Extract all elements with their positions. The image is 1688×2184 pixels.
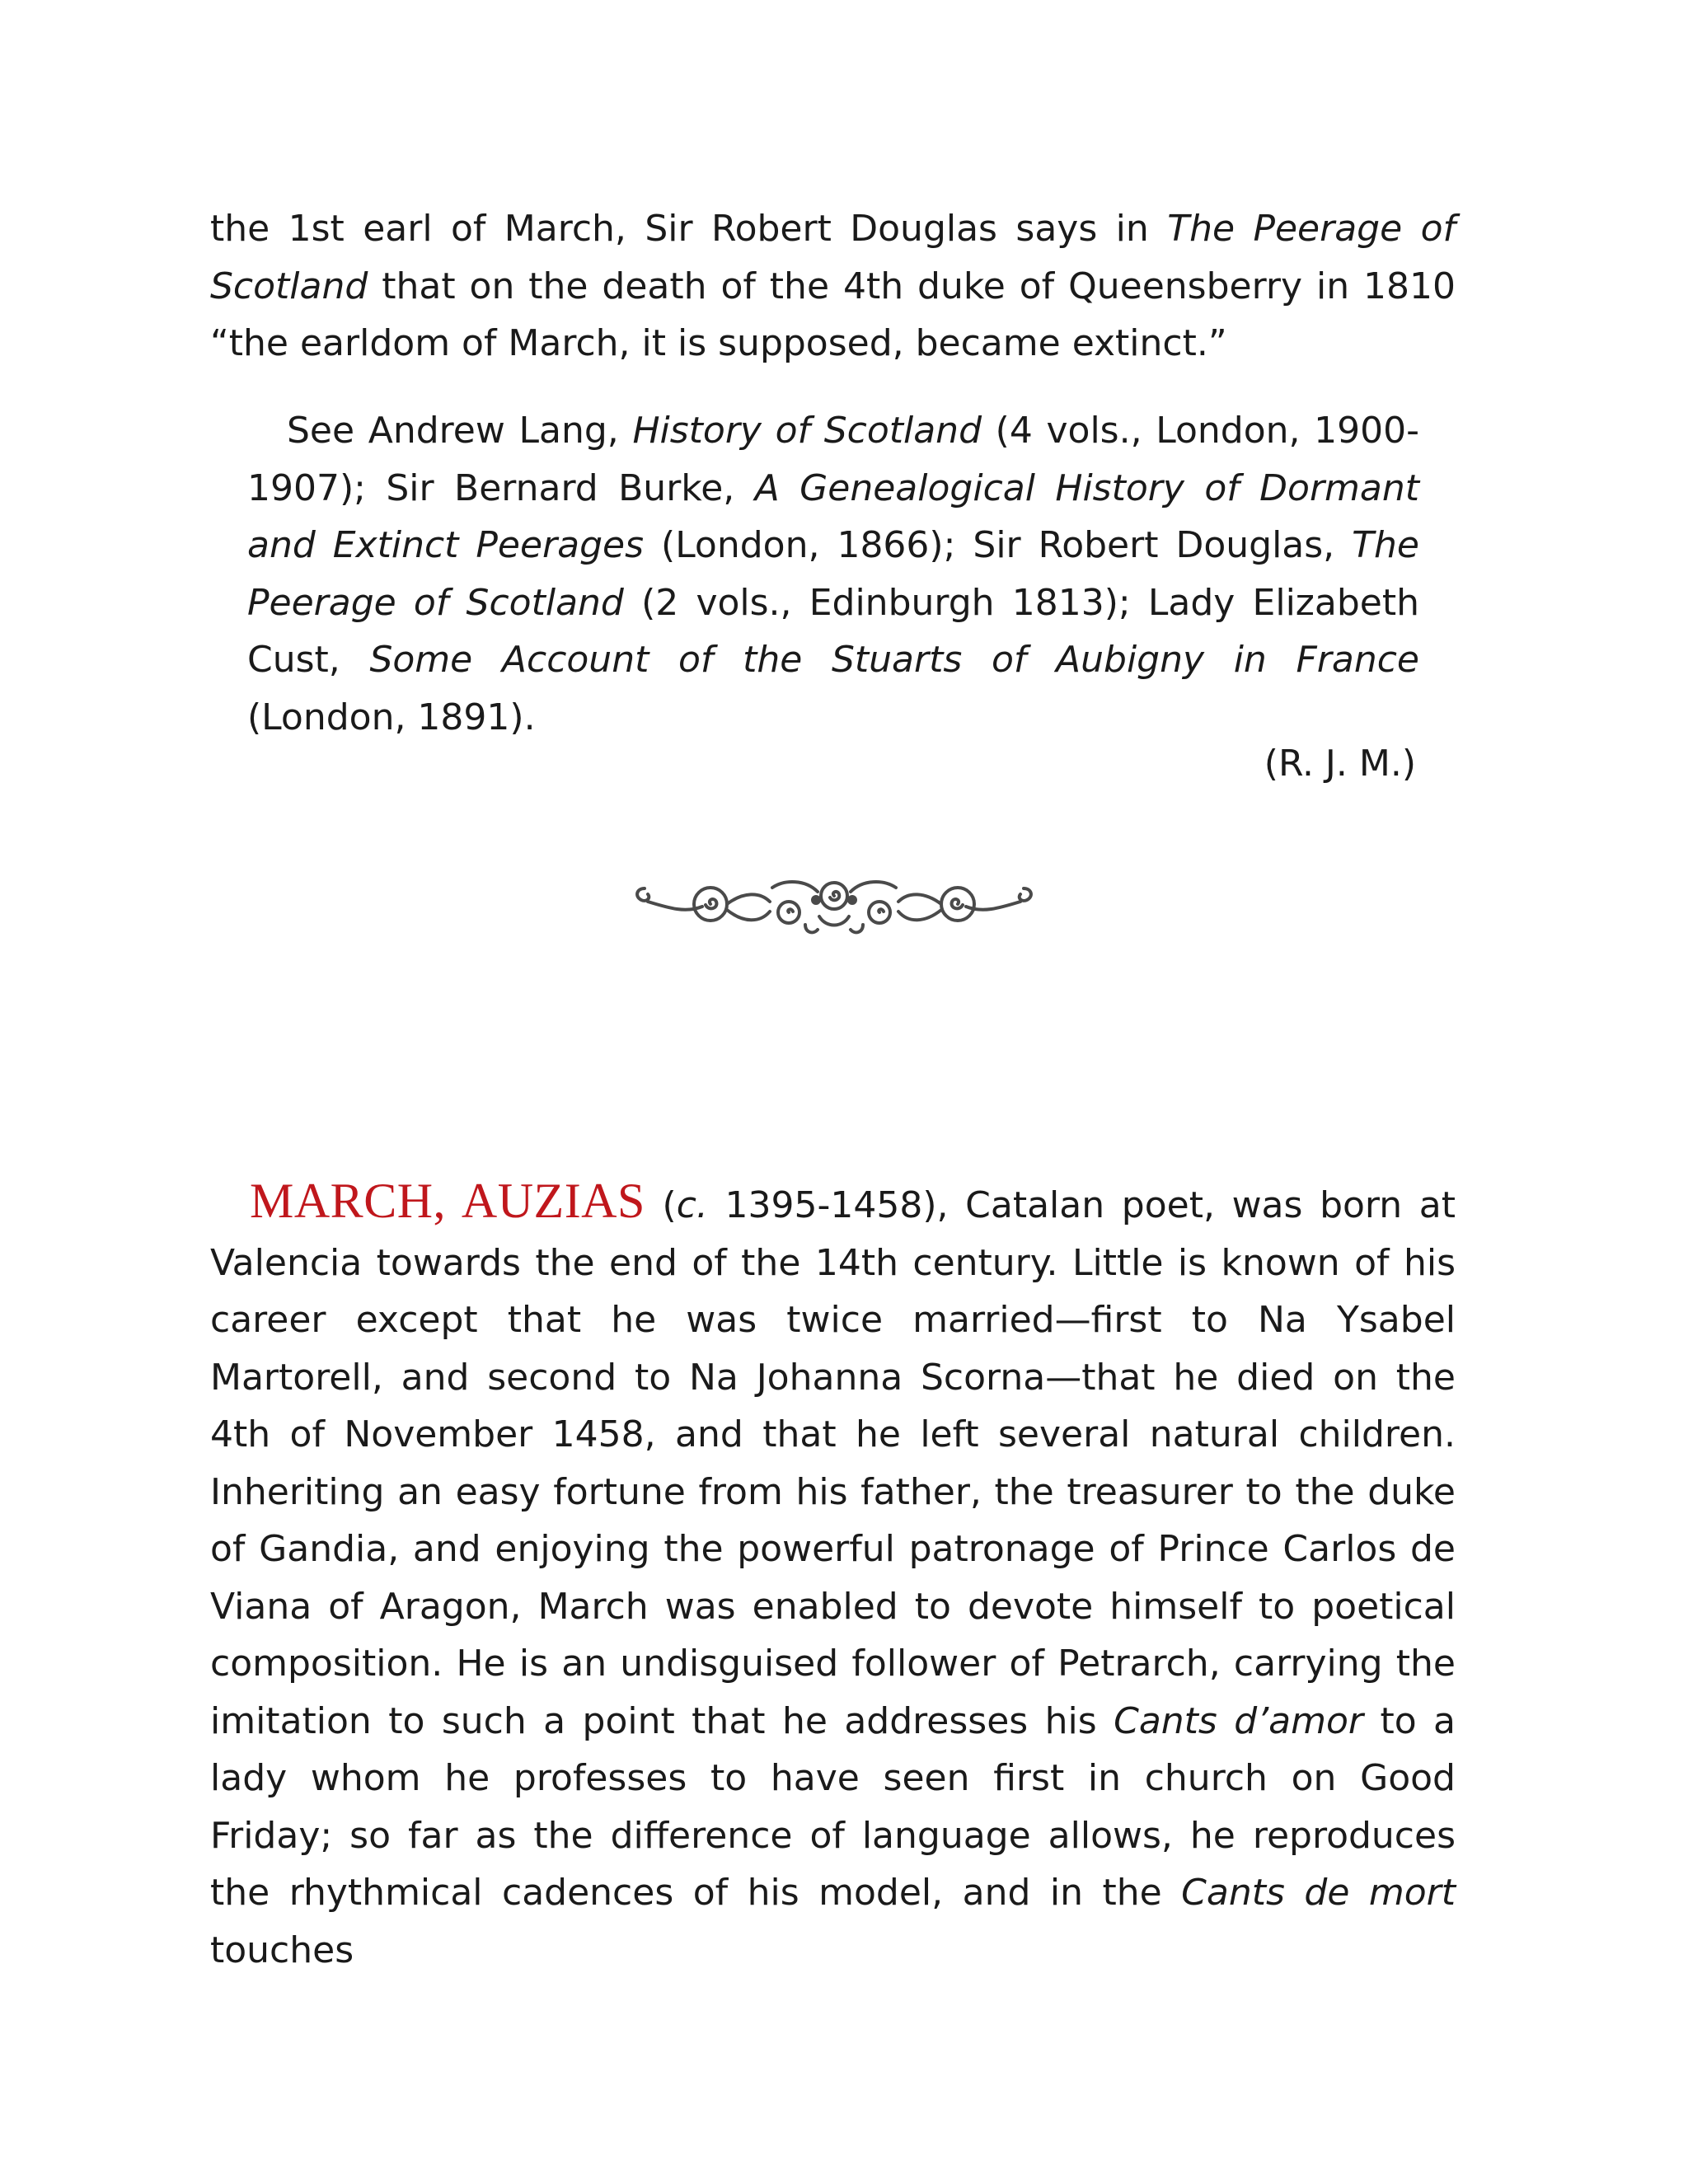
intro-title-peerage: The Peerage of Scotland bbox=[210, 208, 1456, 307]
entry-title-cants-amor: Cants d’amor bbox=[1114, 1699, 1364, 1742]
refs-text-5: (London, 1891). bbox=[247, 696, 536, 738]
entry-text-3: to a lady whom he professes to have seen first in church on Good Friday; so far as the difference of language allows, he reproduces the rhythmical cadences of his model, and in the bbox=[210, 1699, 1456, 1914]
refs-text-2: (4 vols., London, 1900-1907); Sir Bernard Burke, bbox=[247, 410, 1420, 509]
refs-text-3: (London, 1866); Sir Robert Douglas, bbox=[644, 524, 1353, 566]
refs-text-1: See Andrew Lang, bbox=[287, 410, 633, 452]
author-signature: (R. J. M.) bbox=[1264, 743, 1416, 785]
march-auzias-entry bbox=[210, 1173, 1456, 1979]
refs-title-stuarts-aubigny: Some Account of the Stuarts of Aubigny in France bbox=[369, 639, 1419, 681]
entry-title-cants-mort: Cants de mort bbox=[1181, 1872, 1456, 1914]
refs-text-4: (2 vols., Edinburgh 1813); Lady Elizabeth Cust, bbox=[247, 581, 1420, 681]
entry-text-4: touches bbox=[210, 1929, 354, 1971]
intro-text-2: that on the death of the 4th duke of Queensberry in 1810 “the earldom of March, it is supposed, became extinct.” bbox=[210, 265, 1456, 364]
intro-paragraph bbox=[210, 200, 1456, 373]
refs-title-peerage-scotland: The Peerage of Scotland bbox=[247, 524, 1419, 624]
refs-title-genealogical-history: A Genealogical History of Dormant and Extinct Peerages bbox=[247, 466, 1419, 566]
entry-headword: MARCH, AUZIAS bbox=[250, 1174, 645, 1228]
references-paragraph bbox=[247, 402, 1419, 746]
entry-text-1: ( bbox=[645, 1184, 677, 1226]
entry-circa: c. bbox=[676, 1184, 708, 1226]
entry-text-2: 1395-1458), Catalan poet, was born at Valencia towards the end of the 14th century. Little is known of his career except that he was twice married—first to Na Ysabel Martorell, and second to Na Johanna Scorna—that he died on the 4th of November 1458, and that he left several natural children. Inheriting an easy fortune from his father, the treasurer to the duke of Gandia, and enjoying the powerful patronage of Prince Carlos de Viana of Aragon, March was enabled to devote himself to poetical composition. He is an undisguised follower of Petrarch, carrying the imitation to such a point that he addresses his bbox=[210, 1184, 1456, 1742]
scroll-ornament-icon bbox=[628, 859, 1040, 949]
refs-title-history-scotland: History of Scotland bbox=[632, 410, 982, 452]
intro-text-1: the 1st earl of March, Sir Robert Douglas says in bbox=[210, 208, 1168, 250]
